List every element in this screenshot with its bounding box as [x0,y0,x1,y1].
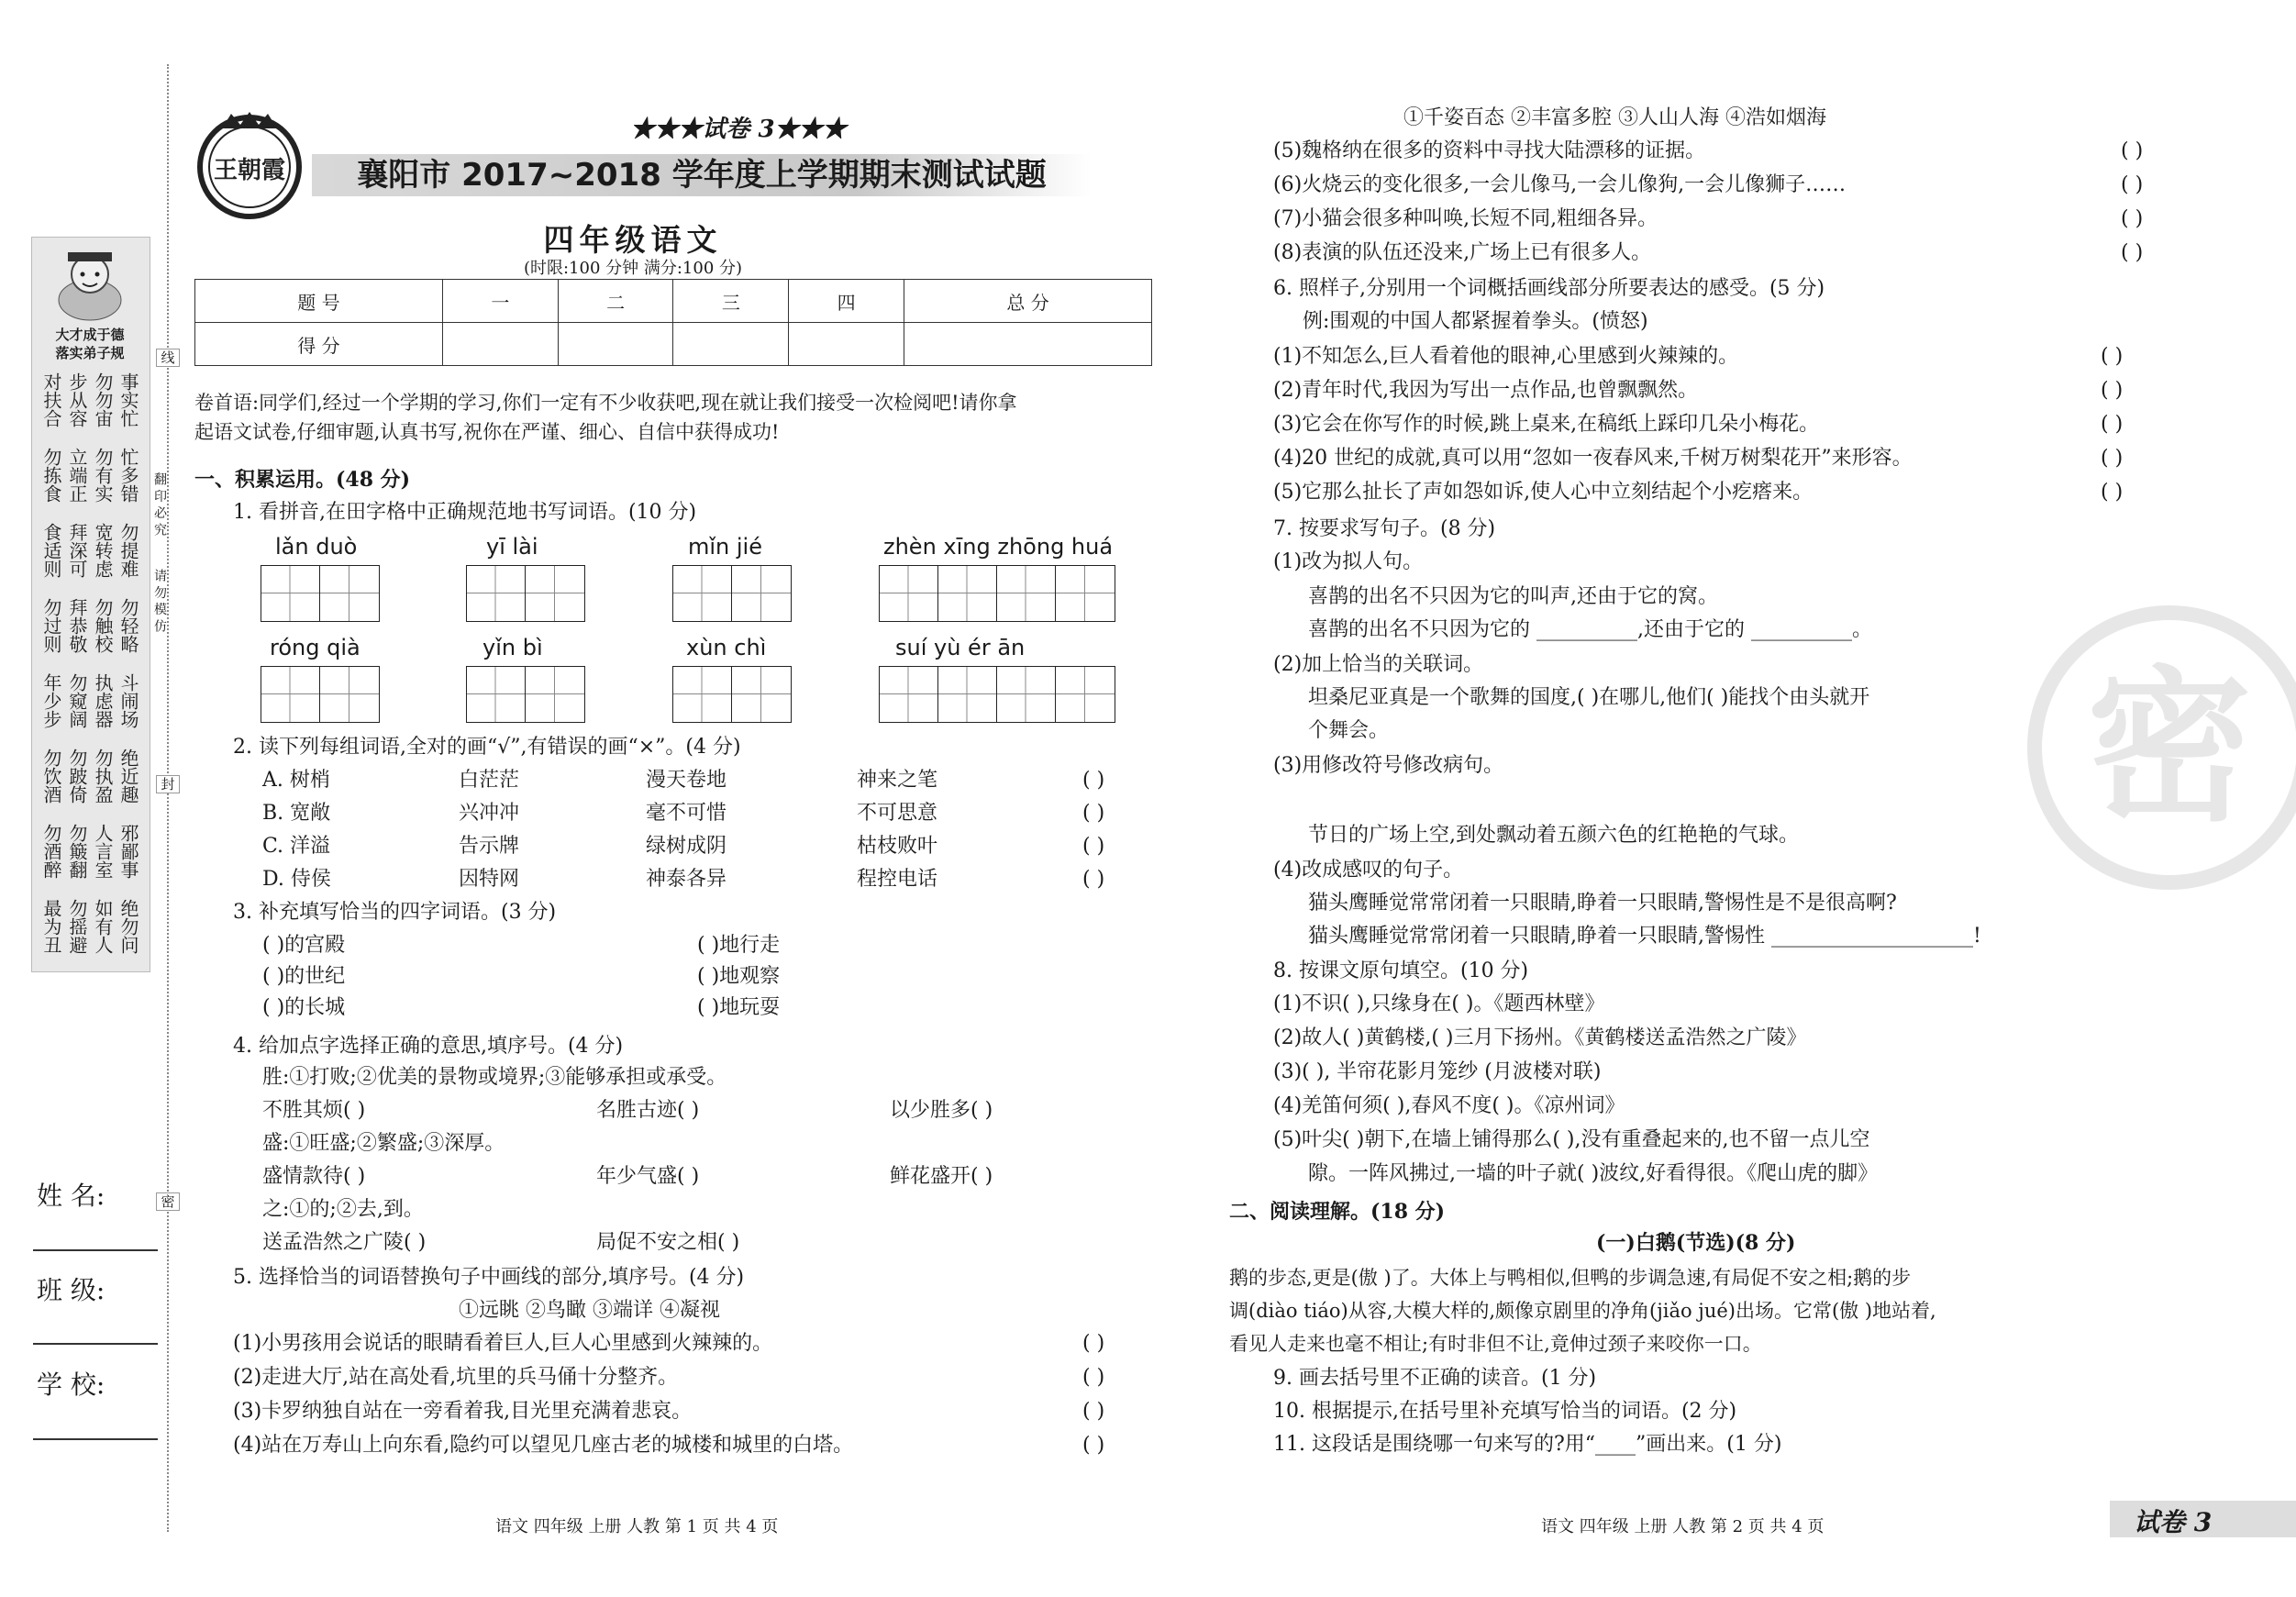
pinyin-6: yǐn bì [482,635,543,660]
label-class: 班 级: [37,1275,105,1305]
margin-maxim: 食适则 [40,523,62,578]
passage-line: 调(diào tiáo)从容,大模大样的,颇像京剧里的净角(jiǎo jué)出场。它常(傲 )地站着, [1229,1300,1936,1322]
q4-item: 年少气盛( ) [596,1165,700,1188]
q2-word: C. 洋溢 [262,835,331,858]
tianzige-7[interactable] [672,666,792,723]
q7-line: 猫头鹰睡觉常常闭着一只眼睛,睁着一只眼睛,警惕性 ____________________! [1308,925,1981,948]
score-header-1: 一 [442,280,558,323]
pinyin-1: lǎn duò [275,534,358,560]
q8-line: (2)故人( )黄鹤楼,( )三月下扬州。《黄鹤楼送孟浩然之广陵》 [1273,1026,1807,1049]
score-cell-1[interactable] [442,323,558,366]
label-name: 姓 名: [37,1181,105,1211]
answer-blank: ( ) [1082,769,1105,792]
score-header-total: 总 分 [904,280,1152,323]
q4-line: 不胜其烦( ) [262,1099,366,1122]
q3-item: ( )地观察 [697,965,781,988]
watermark-seal-char: 密 [2086,650,2252,844]
q2-word: 因特网 [459,868,520,891]
q4-line: 之:①的;②去,到。 [262,1198,424,1221]
q5-item: (5)魏格纳在很多的资料中寻找大陆漂移的证据。 [1273,139,1706,162]
margin-maxim: 勿簸翻 [66,824,88,879]
tianzige-3[interactable] [672,565,792,622]
q8-line: (4)羌笛何须( ),春风不度( )。《凉州词》 [1273,1094,1625,1117]
paper-label: ★★★试卷 3★★★ [630,116,847,143]
q5-prompt: 5. 选择恰当的词语替换句子中画线的部分,填序号。(4 分) [233,1266,745,1289]
q5-item: (2)走进大厅,站在高处看,坑里的兵马俑十分整齐。 [233,1366,679,1389]
q7-line: (3)用修改符号修改病句。 [1273,754,1504,777]
q4-line: 盛:①旺盛;②繁盛;③深厚。 [262,1132,505,1155]
margin-maxim: 斗闹场 [117,673,139,728]
answer-blank: ( ) [2121,241,2144,264]
answer-blank: ( ) [1082,868,1105,891]
tianzige-2[interactable] [466,565,585,622]
q2-word: D. 侍侯 [262,868,331,891]
intro-line-2: 起语文试卷,仔细审题,认真书写,祝你在严谨、细心、自信中获得成功! [194,421,780,443]
q5-options: ①远眺 ②鸟瞰 ③端详 ④凝视 [459,1299,720,1322]
section1-heading: 一、积累运用。(48 分) [194,468,411,492]
q8-line: 隙。一阵风拂过,一墙的叶子就( )波纹,好看得很。《爬山虎的脚》 [1308,1162,1879,1185]
score-row-label: 得 分 [195,323,443,366]
pinyin-7: xùn chì [686,635,767,660]
score-cell-2[interactable] [558,323,673,366]
q4-item: 名胜古迹( ) [596,1099,700,1122]
margin-maxim: 勿窥阔 [66,673,88,728]
cut-line [167,64,169,1532]
intro-line-1: 卷首语:同学们,经过一个学期的学习,你们一定有不少收获吧,现在就让我们接受一次检阅吧!请你拿 [194,392,1017,414]
margin-maxim: 勿酒醉 [40,824,62,879]
margin-maxim: 事实忙 [117,372,139,427]
q4-line: 胜:①打败;②优美的景物或境界;③能够承担或承受。 [262,1066,727,1089]
q6-item: (2)青年时代,我因为写出一点作品,也曾飘飘然。 [1273,379,1699,402]
margin-maxim: 勿饮酒 [40,749,62,804]
q3-item: ( )的世纪 [262,965,346,988]
margin-maxim: 拜恭敬 [66,598,88,653]
passage-line: 鹅的步态,更是(傲 )了。大体上与鸭相似,但鸭的步调急速,有局促不安之相;鹅的步 [1229,1267,1912,1289]
q5-item: (4)站在万寿山上向东看,隐约可以望见几座古老的城楼和城里的白塔。 [233,1434,854,1457]
margin-maxim: 人言室 [92,824,114,879]
name-line[interactable] [33,1249,158,1251]
q3-item: ( )的宫殿 [262,934,346,957]
score-header-3: 三 [673,280,789,323]
q5-item: (8)表演的队伍还没来,广场上已有很多人。 [1273,241,1652,264]
tianzige-5[interactable] [261,666,380,723]
q6-prompt: 6. 照样子,分别用一个词概括画线部分所要表达的感受。(5 分) [1273,277,1825,300]
answer-blank: ( ) [2101,345,2124,368]
margin-maxim: 勿触校 [92,598,114,653]
q7-line: 喜鹊的出名不只因为它的叫声,还由于它的窝。 [1308,585,1718,608]
subject-title: 四年级语文 [543,222,723,258]
q2-prompt: 2. 读下列每组词语,全对的画“√”,有错误的画“×”。(4 分) [233,736,741,759]
q5-item: (1)小男孩用会说话的眼睛看着巨人,巨人心里感到火辣辣的。 [233,1332,773,1355]
q4-prompt: 4. 给加点字选择正确的意思,填序号。(4 分) [233,1035,624,1058]
margin-maxim: 拜深可 [66,523,88,578]
section2-heading: 二、阅读理解。(18 分) [1229,1200,1446,1224]
answer-blank: ( ) [2101,447,2124,470]
tianzige-8[interactable] [879,666,1115,723]
class-line[interactable] [33,1343,158,1345]
q6-item: (3)它会在你写作的时候,跳上桌来,在稿纸上踩印几朵小梅花。 [1273,413,1820,436]
section2-question: 11. 这段话是围绕哪一句来写的?用“____”画出来。(1 分) [1273,1433,1782,1456]
q7-line: (4)改成感叹的句子。 [1273,859,1464,882]
exam-title: 襄阳市 2017~2018 学年度上学期期末测试试题 [357,157,1047,194]
svg-text:王朝霞: 王朝霞 [213,157,286,184]
q5-item: (6)火烧云的变化很多,一会儿像马,一会儿像狗,一会儿像狮子…… [1273,173,1847,196]
passage-title: (一)白鹅(节选)(8 分) [1596,1231,1796,1255]
answer-blank: ( ) [2101,413,2124,436]
pinyin-5: róng qià [270,635,360,660]
margin-maxim: 勿提难 [117,523,139,578]
q4-item: 以少胜多( ) [890,1099,993,1122]
q3-item: ( )的长城 [262,996,346,1019]
q8-line: (1)不识( ),只缘身在( )。《题西林壁》 [1273,993,1605,1015]
answer-blank: ( ) [1082,835,1105,858]
margin-maxim: 勿跛倚 [66,749,88,804]
cut-label-seal: 封 [156,775,180,793]
margin-maxim: 勿执盈 [92,749,114,804]
q7-line: 坦桑尼亚真是一个歌舞的国度,( )在哪儿,他们( )能找个由头就开 [1308,686,1870,709]
answer-blank: ( ) [1082,1366,1105,1389]
q6-example: 例:围观的中国人都紧握着拳头。(愤怒) [1303,310,1648,333]
margin-maxim: 绝近趣 [117,749,139,804]
margin-maxim: 勿拣食 [40,448,62,503]
time-limit: (时限:100 分钟 满分:100 分) [523,259,743,278]
answer-blank: ( ) [2121,207,2144,230]
q5-item: (7)小猫会很多种叫唤,长短不同,粗细各异。 [1273,207,1658,230]
margin-maxim: 勿过则 [40,598,62,653]
margin-maxim: 如有人 [92,899,114,954]
score-header-4: 四 [789,280,904,323]
q7-prompt: 7. 按要求写句子。(8 分) [1273,517,1496,540]
pinyin-8: suí yù ér ān [895,635,1026,660]
q2-word: 白茫茫 [459,769,520,792]
q2-word: 枯枝败叶 [857,835,938,858]
q8-line: (5)叶尖( )朝下,在墙上铺得那么( ),没有重叠起来的,也不留一点儿空 [1273,1128,1870,1151]
publisher-logo-icon [194,112,305,222]
answer-blank: ( ) [2121,139,2144,162]
margin-maxim: 勿轻略 [117,598,139,653]
score-header-number: 题 号 [195,280,443,323]
q7-line: (1)改为拟人句。 [1273,550,1424,573]
page-tab-label: 试卷 3 [2134,1507,2213,1537]
margin-maxim: 宽转虑 [92,523,114,578]
answer-blank: ( ) [2101,379,2124,402]
footer-left: 语文 四年级 上册 人教 第 1 页 共 4 页 [495,1517,779,1536]
margin-maxim: 对扶合 [40,372,62,427]
q2-word: 漫天卷地 [646,769,727,792]
margin-maxim: 邪鄙事 [117,824,139,879]
school-line[interactable] [33,1438,158,1440]
margin-maxim: 最为丑 [40,899,62,954]
q3-item: ( )地行走 [697,934,781,957]
mascot-figure-icon [40,243,139,326]
passage-line: 看见人走来也毫不相让;有时非但不让,竟伸过颈子来咬你一口。 [1229,1333,1762,1355]
q7-line: 节日的广场上空,到处飘动着五颜六色的红艳艳的气球。 [1308,824,1799,847]
q3-prompt: 3. 补充填写恰当的四字词语。(3 分) [233,901,557,924]
section2-question: 10. 根据提示,在括号里补充填写恰当的词语。(2 分) [1273,1400,1737,1423]
q1-prompt: 1. 看拼音,在田字格中正确规范地书写词语。(10 分) [233,501,697,524]
label-school: 学 校: [37,1370,105,1400]
cut-label-line: 线 [156,349,180,367]
tianzige-6[interactable] [466,666,585,723]
tianzige-1[interactable] [261,565,380,622]
score-cell-3[interactable] [673,323,789,366]
cut-note-1: 翻 印 必 究 [152,472,167,537]
pinyin-3: mǐn jié [688,534,762,560]
q2-word: A. 树梢 [262,769,330,792]
q4-line: 盛情款待( ) [262,1165,366,1188]
margin-maxim: 忙多错 [117,448,139,503]
score-table [194,279,1152,366]
margin-maxim: 执虑器 [92,673,114,728]
q2-word: 告示牌 [459,835,520,858]
score-header-2: 二 [558,280,673,323]
q2-word: 兴冲冲 [459,802,520,825]
q2-word: 毫不可惜 [646,802,727,825]
q8-prompt: 8. 按课文原句填空。(10 分) [1273,959,1529,982]
q2-word: 绿树成阴 [646,835,727,858]
answer-blank: ( ) [2121,173,2144,196]
q8-line: (3)( ), 半帘花影月笼纱 (月波楼对联) [1273,1060,1602,1083]
margin-maxim: 绝勿问 [117,899,139,954]
margin-slogan-2: 落实弟子规 [55,345,125,361]
q4-line: 送孟浩然之广陵( ) [262,1231,427,1254]
q7-line: 猫头鹰睡觉常常闭着一只眼睛,睁着一只眼睛,警惕性是不是很高啊? [1308,892,1897,915]
cut-label-secret: 密 [156,1192,180,1211]
q2-word: 神泰各异 [646,868,727,891]
cut-note-2: 请 勿 模 仿 [152,569,167,633]
q5-item: (3)卡罗纳独自站在一旁看着我,目光里充满着悲哀。 [233,1400,693,1423]
answer-blank: ( ) [1082,1400,1105,1423]
section2-question: 9. 画去括号里不正确的读音。(1 分) [1273,1367,1597,1390]
q7-line: 个舞会。 [1308,719,1390,742]
margin-maxim: 年少步 [40,673,62,728]
margin-slogan-1: 大才成于德 [55,327,125,343]
q6-item: (4)20 世纪的成就,真可以用“忽如一夜春风来,千树万树梨花开”来形容。 [1273,447,1913,470]
q7-line: 喜鹊的出名不只因为它的 __________,还由于它的 __________。 [1308,618,1872,641]
footer-right: 语文 四年级 上册 人教 第 2 页 共 4 页 [1541,1517,1825,1536]
q4-item: 鲜花盛开( ) [890,1165,993,1188]
q6-item: (5)它那么扯长了声如怨如诉,使人心中立刻结起个小疙瘩来。 [1273,481,1814,504]
tianzige-4[interactable] [879,565,1115,622]
margin-maxim: 勿勿宙 [92,372,114,427]
margin-maxim: 步从容 [66,372,88,427]
q2-word: 不可思意 [857,802,938,825]
score-cell-total[interactable] [904,323,1152,366]
q6-item: (1)不知怎么,巨人看着他的眼神,心里感到火辣辣的。 [1273,345,1739,368]
answer-blank: ( ) [1082,802,1105,825]
q7-line: (2)加上恰当的关联词。 [1273,653,1484,676]
q2-word: B. 宽敞 [262,802,331,825]
pinyin-2: yī lài [486,534,538,560]
answer-blank: ( ) [1082,1332,1105,1355]
q2-word: 程控电话 [857,868,938,891]
answer-blank: ( ) [1082,1434,1105,1457]
pinyin-4: zhèn xīng zhōng huá [883,534,1114,560]
margin-maxim: 立端正 [66,448,88,503]
q3-item: ( )地玩耍 [697,996,781,1019]
q2-word: 神来之笔 [857,769,938,792]
q5-options-2: ①千姿百态 ②丰富多腔 ③人山人海 ④浩如烟海 [1403,106,1826,129]
margin-maxim: 勿有实 [92,448,114,503]
answer-blank: ( ) [2101,481,2124,504]
q4-item: 局促不安之相( ) [596,1231,740,1254]
score-cell-4[interactable] [789,323,904,366]
margin-maxim: 勿摇避 [66,899,88,954]
